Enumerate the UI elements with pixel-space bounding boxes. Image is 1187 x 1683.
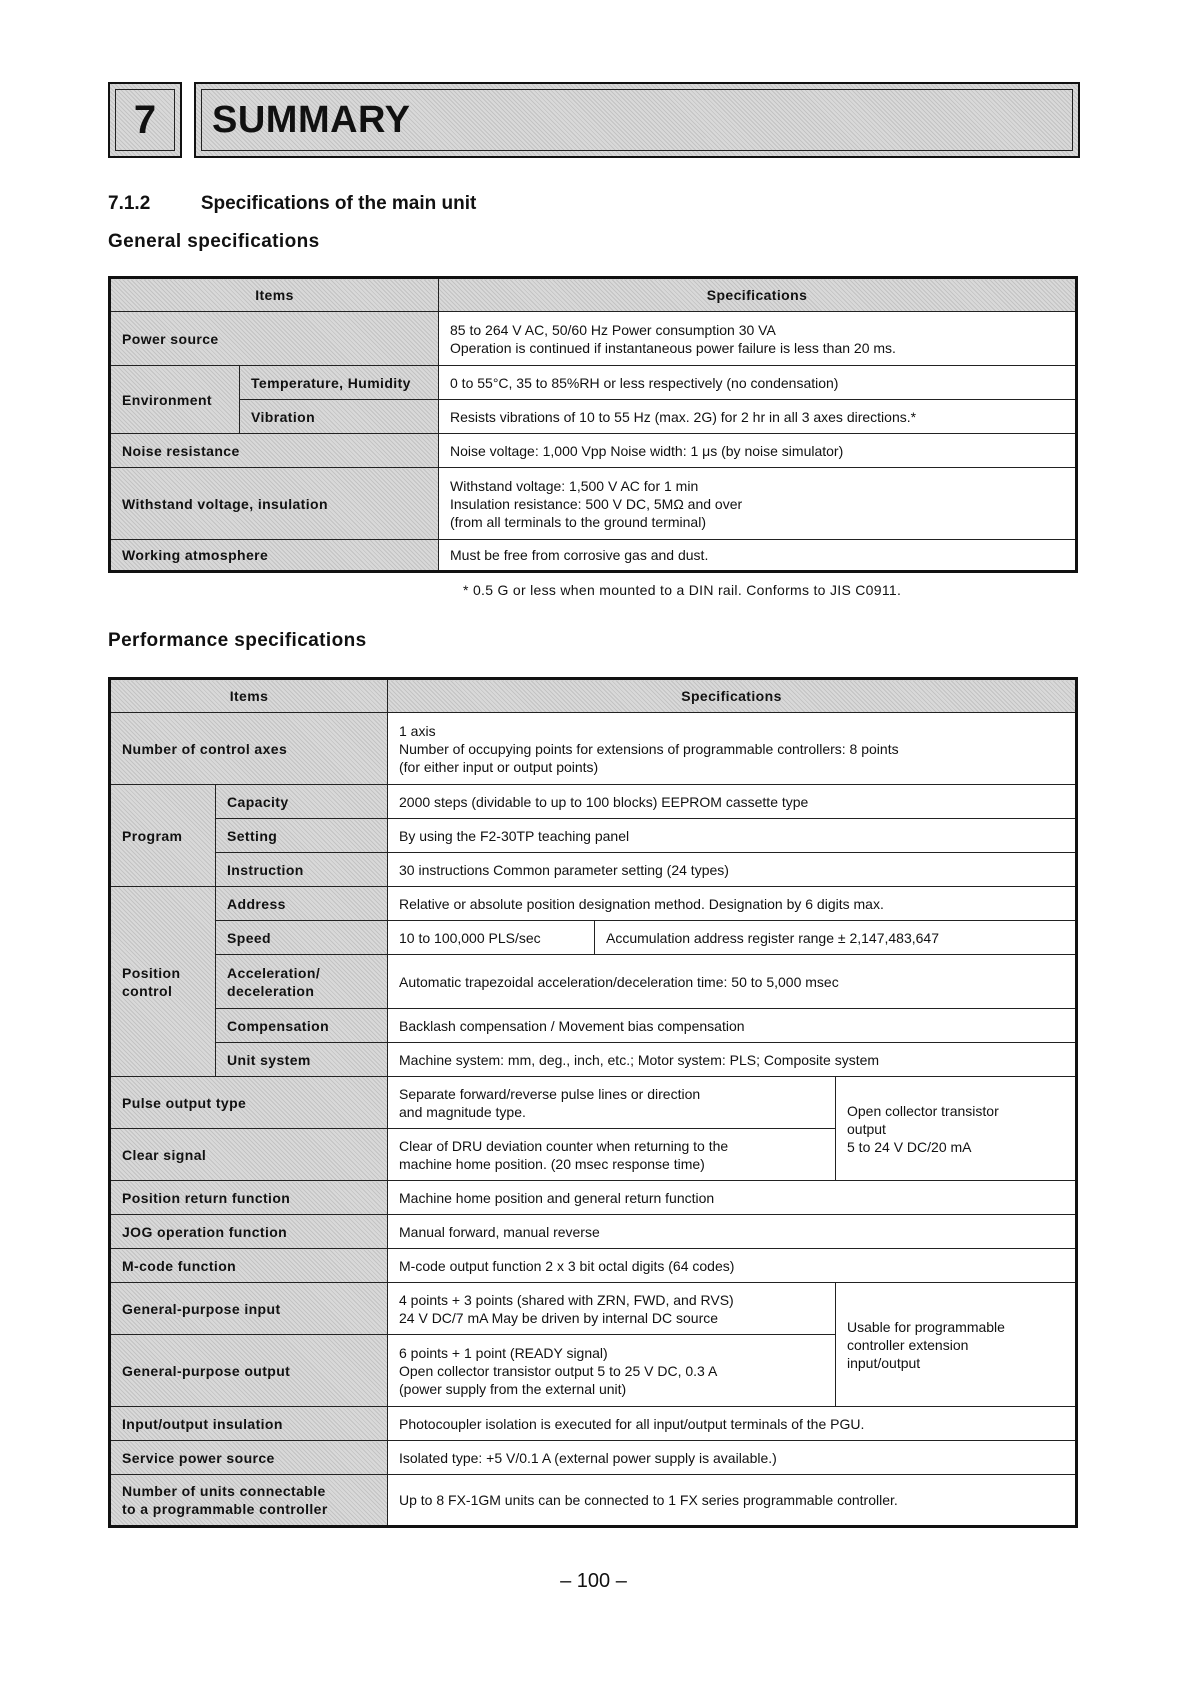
section-title: Specifications of the main unit — [200, 193, 477, 214]
row-label: Number of control axes — [110, 713, 388, 785]
row-value: M-code output function 2 x 3 bit octal digits (64 codes) — [388, 1249, 1077, 1283]
row-sublabel: Capacity — [216, 785, 388, 819]
row-value: 10 to 100,000 PLS/sec — [388, 921, 595, 955]
row-label: Pulse output type — [110, 1077, 388, 1129]
performance-specs-heading: Performance specifications — [108, 630, 367, 651]
row-label: General-purpose input — [110, 1283, 388, 1335]
row-label: Withstand voltage, insulation — [110, 468, 439, 540]
row-value: Up to 8 FX-1GM units can be connected to 1 FX series programmable controller. — [388, 1475, 1077, 1527]
row-label: JOG operation function — [110, 1215, 388, 1249]
row-value: Photocoupler isolation is executed for all input/output terminals of the PGU. — [388, 1407, 1077, 1441]
table-row — [110, 366, 1077, 400]
row-value: Manual forward, manual reverse — [388, 1215, 1077, 1249]
page-number: – 100 – — [560, 1570, 627, 1592]
table-row — [110, 1249, 1077, 1283]
row-label: Position return function — [110, 1181, 388, 1215]
table-row — [110, 312, 1077, 366]
performance-specs-table — [108, 677, 1078, 1528]
row-label: Number of units connectable to a programmable controller — [110, 1475, 388, 1527]
table-row — [110, 1215, 1077, 1249]
table-header-row — [110, 679, 1077, 713]
table-row — [110, 785, 1077, 819]
footnote: * 0.5 G or less when mounted to a DIN rail. Conforms to JIS C0911. — [463, 582, 902, 598]
row-label: Input/output insulation — [110, 1407, 388, 1441]
row-value: Noise voltage: 1,000 Vpp Noise width: 1 μs (by noise simulator) — [439, 434, 1077, 468]
table-header-row — [110, 278, 1077, 312]
row-value: 2000 steps (dividable to up to 100 blocks) EEPROM cassette type — [388, 785, 1077, 819]
row-value: Clear of DRU deviation counter when returning to the machine home position. (20 msec response time) — [388, 1129, 836, 1181]
table-row — [110, 1043, 1077, 1077]
table-row — [110, 1181, 1077, 1215]
row-sublabel: Unit system — [216, 1043, 388, 1077]
table-row — [110, 921, 1077, 955]
row-sublabel: Acceleration/ deceleration — [216, 955, 388, 1009]
table-row — [110, 955, 1077, 1009]
row-label: Clear signal — [110, 1129, 388, 1181]
row-value: Resists vibrations of 10 to 55 Hz (max. 2G) for 2 hr in all 3 axes directions.* — [439, 400, 1077, 434]
row-label: Program — [110, 785, 216, 887]
row-value: 6 points + 1 point (READY signal) Open collector transistor output 5 to 25 V DC, 0.3 A (power supply from the external unit) — [388, 1335, 836, 1407]
table-row — [110, 468, 1077, 540]
row-value: Isolated type: +5 V/0.1 A (external power supply is available.) — [388, 1441, 1077, 1475]
chapter-number: 7 — [115, 89, 175, 151]
table-row — [110, 819, 1077, 853]
table-row — [110, 887, 1077, 921]
table-row — [110, 434, 1077, 468]
row-sublabel: Setting — [216, 819, 388, 853]
col-items-header: Items — [110, 679, 388, 713]
row-sublabel: Address — [216, 887, 388, 921]
chapter-number-box — [108, 82, 182, 158]
row-value: 4 points + 3 points (shared with ZRN, FWD, and RVS) 24 V DC/7 mA May be driven by internal DC source — [388, 1283, 836, 1335]
row-label: Position control — [110, 887, 216, 1077]
row-label: Environment — [110, 366, 240, 434]
row-sublabel: Instruction — [216, 853, 388, 887]
row-value: 85 to 264 V AC, 50/60 Hz Power consumption 30 VA Operation is continued if instantaneous power failure is less than 20 ms. — [439, 312, 1077, 366]
table-row — [110, 1009, 1077, 1043]
row-sublabel: Temperature, Humidity — [240, 366, 439, 400]
table-row — [110, 540, 1077, 572]
row-value: 1 axis Number of occupying points for extensions of programmable controllers: 8 points (for either input or output points) — [388, 713, 1077, 785]
row-value: Separate forward/reverse pulse lines or direction and magnitude type. — [388, 1077, 836, 1129]
row-label: General-purpose output — [110, 1335, 388, 1407]
chapter-title: SUMMARY — [201, 89, 1073, 151]
col-items-header: Items — [110, 278, 439, 312]
table-row — [110, 713, 1077, 785]
row-value: Automatic trapezoidal acceleration/deceleration time: 50 to 5,000 msec — [388, 955, 1077, 1009]
col-specs-header: Specifications — [439, 278, 1077, 312]
row-value: Relative or absolute position designation method. Designation by 6 digits max. — [388, 887, 1077, 921]
row-label: Power source — [110, 312, 439, 366]
row-value-2: Accumulation address register range ± 2,147,483,647 — [595, 921, 1077, 955]
row-value: Withstand voltage: 1,500 V AC for 1 min Insulation resistance: 500 V DC, 5MΩ and over (from all terminals to the ground terminal) — [439, 468, 1077, 540]
row-value: Machine home position and general return function — [388, 1181, 1077, 1215]
row-sublabel: Speed — [216, 921, 388, 955]
row-value: Must be free from corrosive gas and dust. — [439, 540, 1077, 572]
table-row — [110, 1283, 1077, 1335]
col-specs-header: Specifications — [388, 679, 1077, 713]
io-shared-value: Usable for programmable controller extension input/output — [836, 1283, 1077, 1407]
row-value: Backlash compensation / Movement bias compensation — [388, 1009, 1077, 1043]
chapter-title-box — [194, 82, 1080, 158]
row-value: 0 to 55°C, 35 to 85%RH or less respectively (no condensation) — [439, 366, 1077, 400]
general-specs-table — [108, 276, 1078, 573]
table-row — [110, 1475, 1077, 1527]
row-label: Working atmosphere — [110, 540, 439, 572]
table-row — [110, 1407, 1077, 1441]
row-label: Service power source — [110, 1441, 388, 1475]
row-value: By using the F2-30TP teaching panel — [388, 819, 1077, 853]
table-row — [110, 400, 1077, 434]
row-sublabel: Vibration — [240, 400, 439, 434]
general-specs-heading: General specifications — [108, 231, 320, 252]
row-value: Machine system: mm, deg., inch, etc.; Motor system: PLS; Composite system — [388, 1043, 1077, 1077]
row-sublabel: Compensation — [216, 1009, 388, 1043]
section-heading — [108, 193, 476, 215]
row-value: 30 instructions Common parameter setting (24 types) — [388, 853, 1077, 887]
table-row — [110, 1441, 1077, 1475]
table-row — [110, 853, 1077, 887]
section-number: 7.1.2 — [108, 193, 151, 214]
row-label: Noise resistance — [110, 434, 439, 468]
row-label: M-code function — [110, 1249, 388, 1283]
output-shared-value: Open collector transistor output 5 to 24 V DC/20 mA — [836, 1077, 1077, 1181]
table-row — [110, 1077, 1077, 1129]
